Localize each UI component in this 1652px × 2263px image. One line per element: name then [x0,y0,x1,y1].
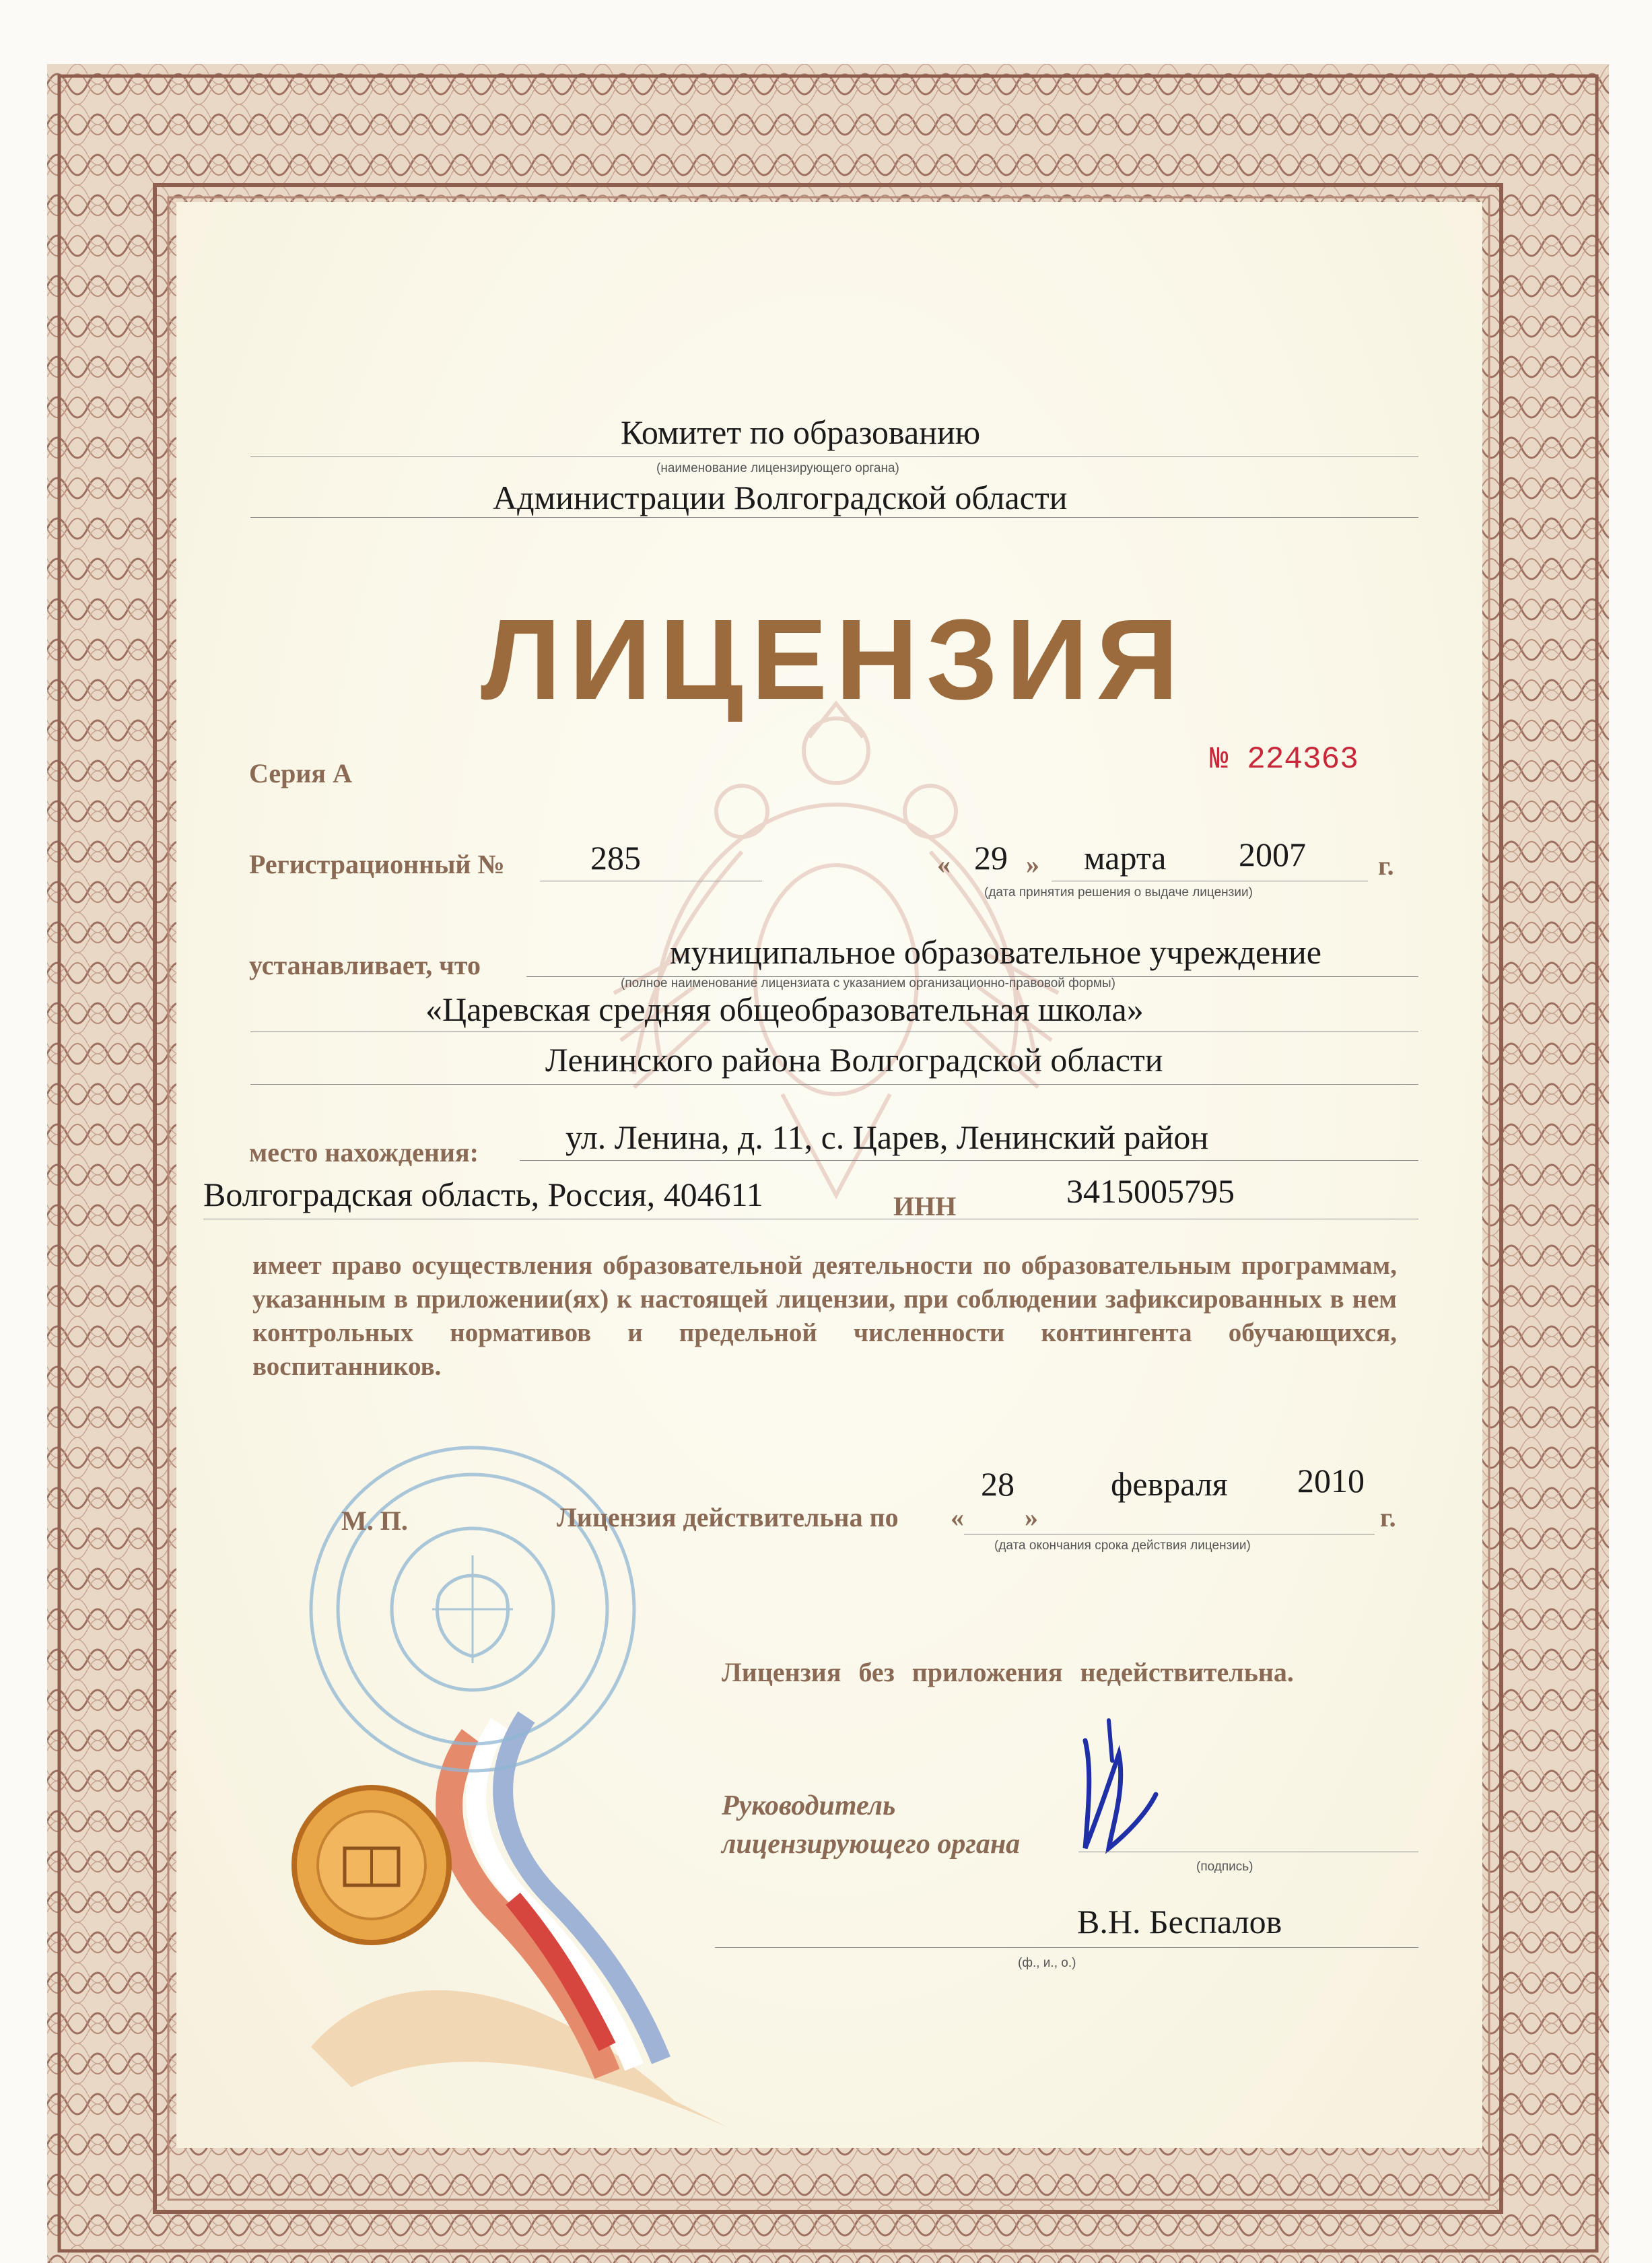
license-number: № 224363 [1210,742,1358,777]
registration-quote-open: « [937,849,951,879]
licensee-line3-rule [250,1084,1418,1085]
registration-year: 2007 [1239,836,1306,873]
validity-year: 2010 [1297,1462,1365,1499]
handwritten-signature [1072,1714,1166,1862]
licensee-line1: муниципальное образовательное учреждение [670,933,1321,971]
validity-year-suffix: г. [1380,1502,1396,1532]
licensing-body-line2-rule [250,517,1418,518]
signer-name-rule [715,1947,1418,1948]
signer-role-line1: Руководитель [722,1790,896,1821]
validity-quote-close: » [1025,1502,1038,1532]
licensing-body-caption: (наименование лицензирующего органа) [656,461,899,475]
location-line2: Волгоградская область, Россия, 404611 [203,1176,763,1213]
registration-number: 285 [590,839,641,877]
validity-caption: (дата окончания срока действия лицензии) [994,1539,1251,1553]
signer-name: В.Н. Беспалов [1077,1903,1282,1940]
location-line1-rule [520,1160,1418,1161]
registration-label: Регистрационный № [249,849,505,879]
mp-label: М. П. [341,1506,408,1536]
validity-label: Лицензия действительна по [557,1502,899,1532]
registration-quote-close: » [1026,849,1039,879]
signer-role-line2: лицензирующего органа [722,1829,1021,1860]
validity-notice: Лицензия без приложения недействительна. [722,1657,1294,1687]
registration-caption: (дата принятия решения о выдаче лицензии) [984,885,1253,900]
document-title: ЛИЦЕНЗИЯ [481,596,1187,724]
inn-label: ИНН [893,1191,957,1221]
licensing-body-line2: Администрации Волгоградской области [493,479,1068,516]
registration-month: марта [1084,839,1167,877]
rights-paragraph: имеет право осуществления образовательной деятельности по образовательным программам, указанным в приложении(ях) к настоящей лицензии, при соблюдении зафиксированных в нем контрольных нормативов и предельной численности контингента обучающихся, воспитанников. [252,1251,1397,1381]
validity-day: 28 [981,1465,1014,1503]
signer-name-caption: (ф., и., о.) [1018,1956,1076,1970]
series-label: Серия А [249,758,352,788]
certificate-body [176,202,1482,2148]
official-stamp-icon [298,1434,648,1784]
licensee-line2: «Царевская средняя общеобразовательная школа» [425,990,1144,1028]
licensee-line3: Ленинского района Волгоградской области [545,1041,1163,1079]
registration-year-suffix: г. [1378,850,1394,881]
signature-caption: (подпись) [1196,1860,1253,1874]
validity-month: февраля [1111,1465,1228,1503]
licensee-label: устанавливает, что [249,950,481,980]
validity-quote-open: « [951,1502,964,1532]
licensing-body-line1: Комитет по образованию [621,413,981,451]
registration-day: 29 [974,839,1008,877]
licensee-caption: (полное наименование лицензиата с указанием организационно-правовой формы) [621,976,1115,990]
inn-value: 3415005795 [1066,1172,1235,1210]
location-label: место нахождения: [249,1137,479,1168]
location-line1: ул. Ленина, д. 11, с. Царев, Ленинский район [565,1118,1209,1156]
